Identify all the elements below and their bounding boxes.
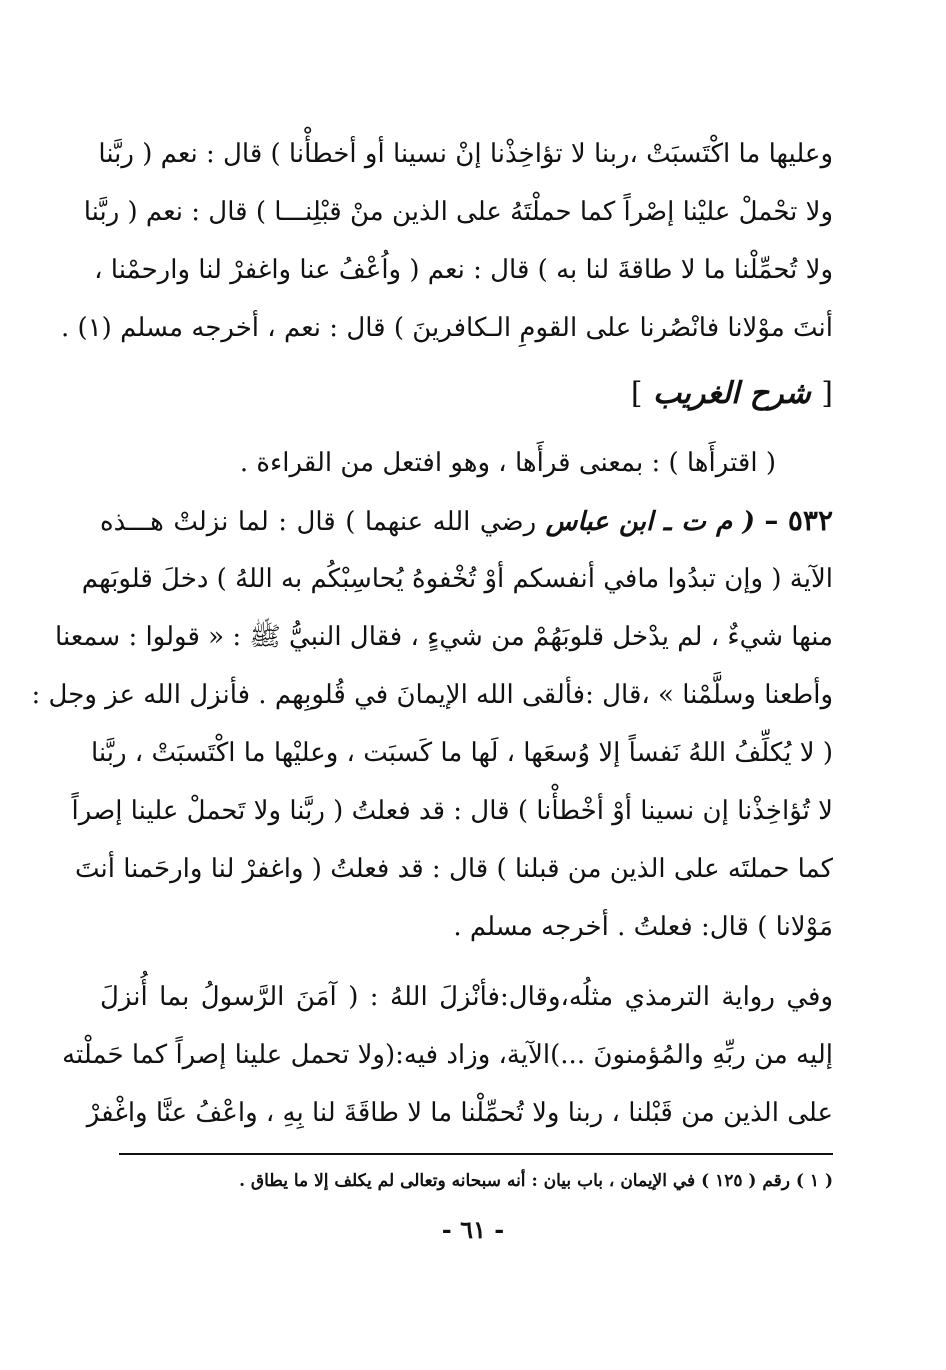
footnote-divider xyxy=(119,1153,833,1155)
footnote: ( ١ ) رقم ( ١٢٥ ) في الإيمان ، باب بيان : أنه سبحانه وتعالى لم يكلف إلا ما يطاق . xyxy=(239,1171,833,1191)
hadith-paragraph xyxy=(31,492,833,956)
heading-close-bracket: ] xyxy=(630,376,643,411)
text-line: على الذين من قَبْلنا ، ربنا ولا تُحمِّلْنا ما لا طاقَةَ لنا بِهِ ، واعْفُ عنَّا واغْفرْ xyxy=(86,1098,833,1128)
hadith-source: ( م ت ـ ابن عباس xyxy=(545,507,755,537)
gloss-line: ( اقترأَها ) : بمعنى قرأَها ، وهو افتعل من القراءة . xyxy=(239,448,776,478)
text-line: كما حملتَه على الذين من قبلنا ) قال : قد فعلتُ ( واغفرْ لنا وارحَمنا أنتَ xyxy=(74,854,833,884)
heading-text: شرح الغريب xyxy=(653,376,811,411)
hadith-first-line-text: رضي الله عنهما ) قال : لما نزلتْ هـــذه xyxy=(100,507,537,537)
text-line: ولا تحْملْ عليْنا إصْراً كما حملْتَهُ على الذين منْ قبْلِنـــا ) قال : نعم ( ربَّنا xyxy=(83,197,833,227)
hadith-dash: – xyxy=(764,504,779,537)
text-line: ( لا يُكلِّفُ اللهُ نَفساً إلا وُسعَها ، لَها ما كَسبَت ، وعليْها ما اكْتَسبَتْ ، ربَّنا xyxy=(90,738,833,768)
section-heading xyxy=(603,368,833,420)
text-line: الآية ( وإن تبدُوا مافي أنفسكم أوْ تُخْفوهُ يُحاسِبْكُم به اللهُ ) دخلَ قلوبَهم xyxy=(81,564,833,594)
text-line: وأطعنا وسلَّمْنا » ،قال :فألقى الله الإيمانَ في قُلوبِهم . فأنزل الله عز وجل : xyxy=(31,680,833,710)
hadith-number: ٥٣٢ xyxy=(787,504,833,537)
text-line: لا تُؤاخِذْنا إن نسينا أوْ أخْطأْنا ) قال : قد فعلتُ ( ربَّنا ولا تَحملْ علينا إصراً xyxy=(71,796,833,826)
hadith-first-line xyxy=(100,492,833,550)
page-number: - ٦١ - xyxy=(441,1215,505,1244)
heading-open-bracket: [ xyxy=(821,376,833,411)
text-line: منها شيءٌ ، لم يدْخل قلوبَهُمْ من شيءٍ ، فقال النبيُّ ﷺ : « قولوا : سمعنا xyxy=(55,622,833,652)
text-line: ولا تُحمِّلْنا ما لا طاقةَ لنا به ) قال : نعم ( واُعْفُ عنا واغفرْ لنا وارحمْنا ، xyxy=(94,255,833,285)
text-line: مَوْلانا ) قال: فعلتُ . أخرجه مسلم . xyxy=(453,912,833,942)
text-line: وفي رواية الترمذي مثلُه،وقال:فأنْزلَ اللهُ : ( آمَنَ الرَّسولُ بما أُنزلَ xyxy=(100,982,833,1012)
text-line: إليه من ربِّهِ والمُؤمنونَ ...)الآية، وزاد فيه:(ولا تحمل علينا إصراً كما حَملْته xyxy=(62,1040,833,1070)
text-line: أنتَ موْلانا فانْصُرنا على القومِ الـكافرينَ ) قال : نعم ، أخرجه مسلم (١) . xyxy=(61,313,833,343)
verse-continuation-paragraph xyxy=(61,125,833,357)
tirmidhi-narration-paragraph xyxy=(62,968,833,1142)
text-line: وعليها ما اكْتَسبَتْ ،ربنا لا تؤاخِذْنا إنْ نسينا أو أخطأْنا ) قال : نعم ( ربَّنا xyxy=(98,139,833,169)
